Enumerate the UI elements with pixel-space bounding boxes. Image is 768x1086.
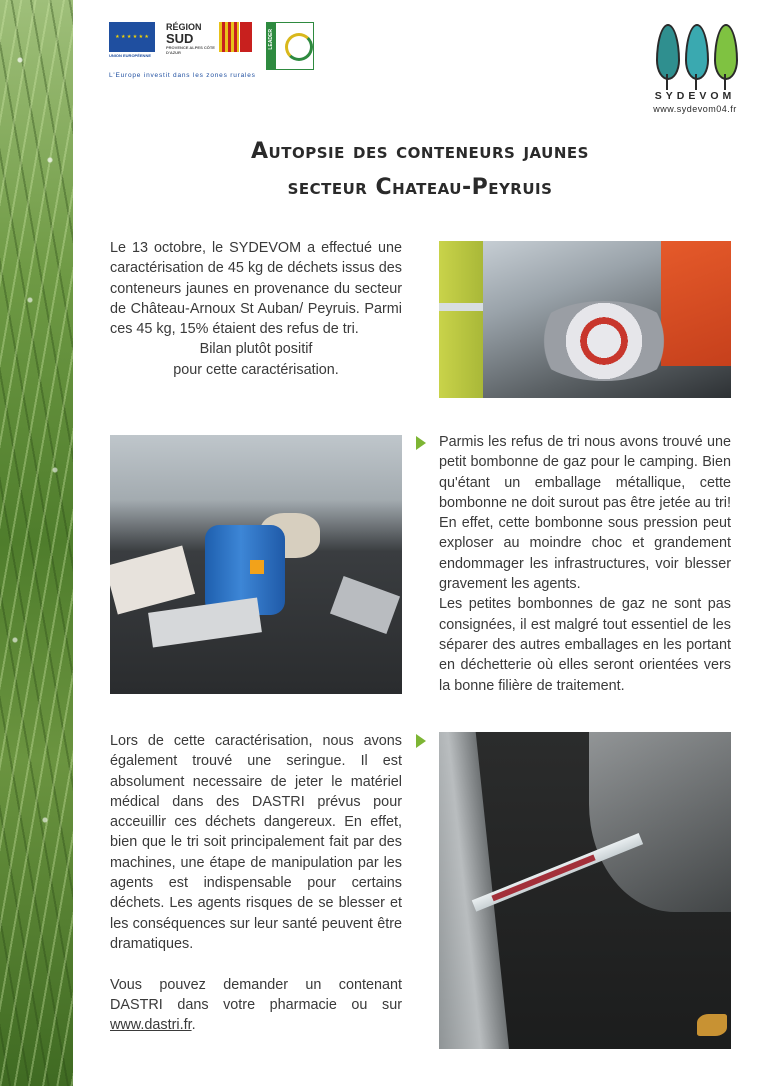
region-sud-logo: [166, 22, 218, 55]
arrow-bullet-icon: [416, 734, 426, 748]
section2-body1: Parmis les refus de tri nous avons trouvé une petit bombonne de gaz pour le camping. Bien qu'étant un emballage métallique, cette bombonne ne doit surout pas être jetée au tri! En effet, cette bombonne sous pression peut exploser au moindre choc et grandement endommager les infrastructures, voir blesser gravement les agents.: [439, 434, 731, 593]
dastri-link[interactable]: www.dastri.fr: [110, 1017, 192, 1034]
conclusion-line1: Bilan plutôt positif: [199, 341, 313, 358]
section3-body: Lors de cette caractérisation, nous avons également trouvé une seringue. Il est absolument necessaire de jeter le matériel médical dans des DASTRI prévus pour acceuillir ces déchets dangereux. En effet, bien que le tri soit principalement fait par des machines, une étape de manipulation par les agents est indispensable pour certains déchets. Les agents risques de se blesser et les conséquences sur leur santé peuvent être dramatiques.: [110, 733, 402, 952]
sydevom-logo: [640, 24, 750, 116]
arrow-bullet-icon: [416, 436, 426, 450]
gas-canister-photo: [110, 435, 402, 694]
sorting-line-photo: [439, 241, 731, 398]
eu-flag-logo: ★ ★ ★ ★ ★ ★: [109, 22, 155, 52]
leaf-icon: [714, 24, 738, 80]
leader-logo: [266, 22, 314, 70]
region-line1: RÉGION: [166, 22, 202, 32]
title-line2: secteur Chateau-Peyruis: [287, 175, 553, 200]
eu-caption: UNION EUROPÉENNE: [109, 53, 152, 58]
section3-text: [110, 731, 402, 1035]
region-line2: SUD: [166, 31, 194, 46]
coat-of-arms-logo: [240, 22, 252, 52]
page-title: [109, 134, 731, 206]
leaf-icon: [656, 24, 680, 80]
contact-text: Vous pouvez demander un contenant DASTRI dans votre pharmacie ou sur: [110, 976, 402, 1013]
brand-url: www.sydevom04.fr: [653, 104, 737, 114]
region-sub: PROVENCE ALPES CÔTE D'AZUR: [166, 45, 215, 55]
title-line1: Autopsie des conteneurs jaunes: [251, 139, 589, 164]
section1-body: Le 13 octobre, le SYDEVOM a effectué une caractérisation de 45 kg de déchets issus des conteneurs jaunes en provenance du secteur de Château-Arnoux St Auban/ Peyruis. Parmi ces 45 kg, 15% étaient des refus de tri.: [110, 240, 402, 338]
provence-flag-logo: [219, 22, 239, 52]
link-suffix: .: [191, 1017, 196, 1034]
europe-tagline: L'Europe investit dans les zones rurales: [109, 72, 256, 79]
section2-body2: Les petites bombonnes de gaz ne sont pas consignées, il est malgré tout essentiel de les séparer des autres emballages en les portant en déchetterie où elles seront orientées vers la bonne filière de traitement.: [439, 596, 731, 694]
section2-text: [439, 432, 731, 696]
leader-emblem-icon: [285, 33, 313, 61]
syringe-photo: [439, 732, 731, 1049]
grass-side-image: [0, 0, 73, 1086]
leaf-icon: [685, 24, 709, 80]
section1-text: [110, 238, 402, 380]
conclusion-line2: pour cette caractérisation.: [173, 361, 339, 378]
leader-label: LEADER: [268, 29, 274, 50]
brand-name: SYDEVOM: [654, 90, 736, 102]
